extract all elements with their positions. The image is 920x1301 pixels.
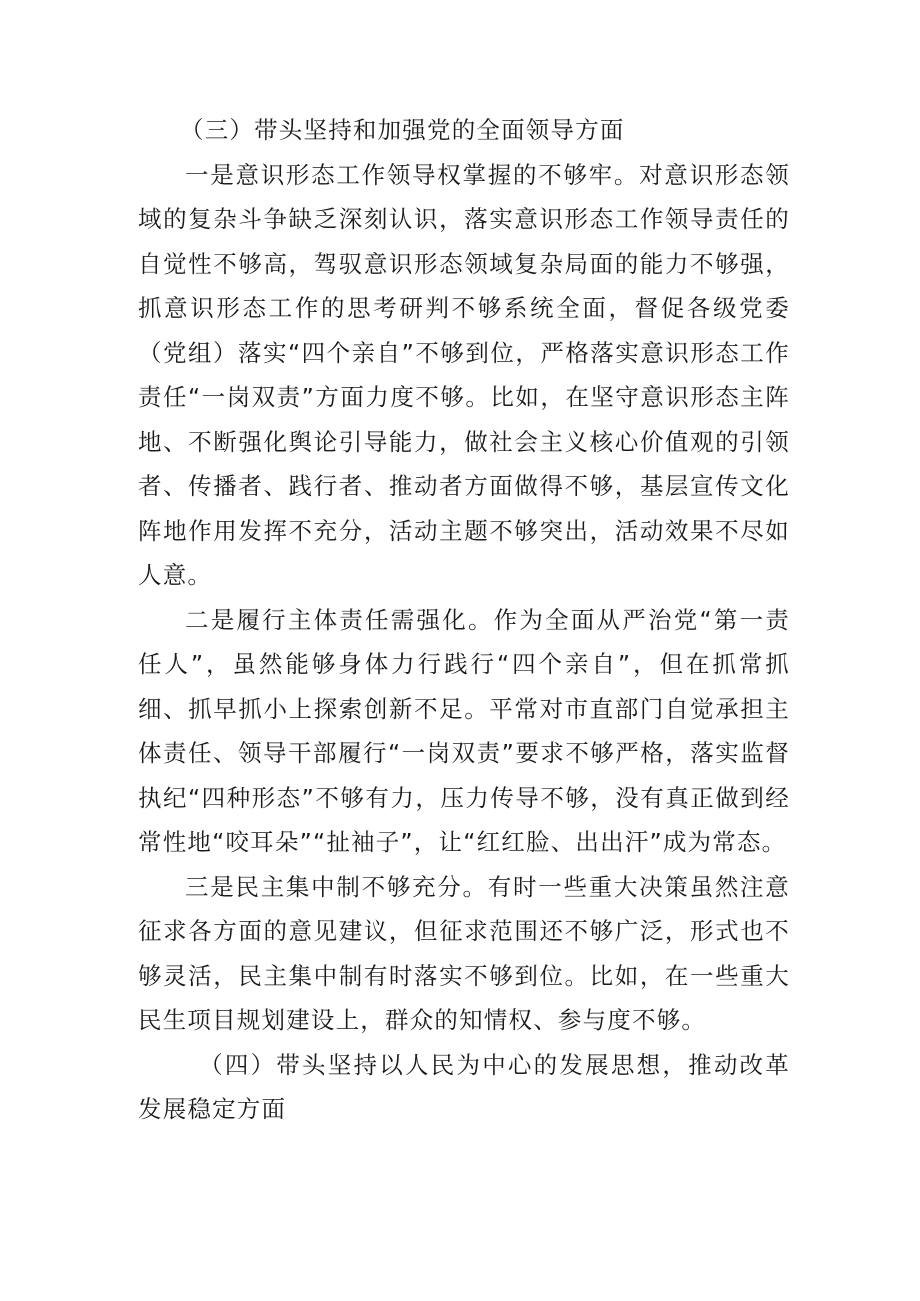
paragraph-democratic-centralism: 三是民主集中制不够充分。有时一些重大决策虽然注意征求各方面的意见建议，但征求范围还不够广泛，形式也不够灵活，民主集中制有时落实不够到位。比如，在一些重大民生项目规划建设上，群众的知情权、参与度不够。 — [138, 872, 790, 1034]
paragraph-main-responsibility: 二是履行主体责任需强化。作为全面从严治党“第一责任人”，虽然能够身体力行践行“四个亲自”，但在抓常抓细、抓早抓小上探索创新不足。平常对市直部门自觉承担主体责任、领导干部履行“一岗双责”要求不够严格，落实监督执纪“四种形态”不够有力，压力传导不够，没有真正做到经常性地“咬耳朵”“扯袖子”，让“红红脸、出出汗”成为常态。 — [138, 605, 790, 856]
section-heading-3: （三）带头坚持和加强党的全面领导方面 — [180, 116, 625, 144]
paragraph-ideology-leadership: 一是意识形态工作领导权掌握的不够牢。对意识形态领域的复杂斗争缺乏深刻认识，落实意识形态工作领导责任的自觉性不够高，驾驭意识形态领域复杂局面的能力不够强，抓意识形态工作的思考研判不够系统全面，督促各级党委（党组）落实“四个亲自”不够到位，严格落实意识形态工作责任“一岗双责”方面力度不够。比如，在坚守意识形态主阵地、不断强化舆论引导能力，做社会主义核心价值观的引领者、传播者、践行者、推动者方面做得不够，基层宣传文化阵地作用发挥不充分，活动主题不够突出，活动效果不尽如人意。 — [138, 160, 790, 589]
section-heading-4: （四）带头坚持以人民为中心的发展思想，推动改革发展稳定方面 — [138, 1050, 790, 1123]
